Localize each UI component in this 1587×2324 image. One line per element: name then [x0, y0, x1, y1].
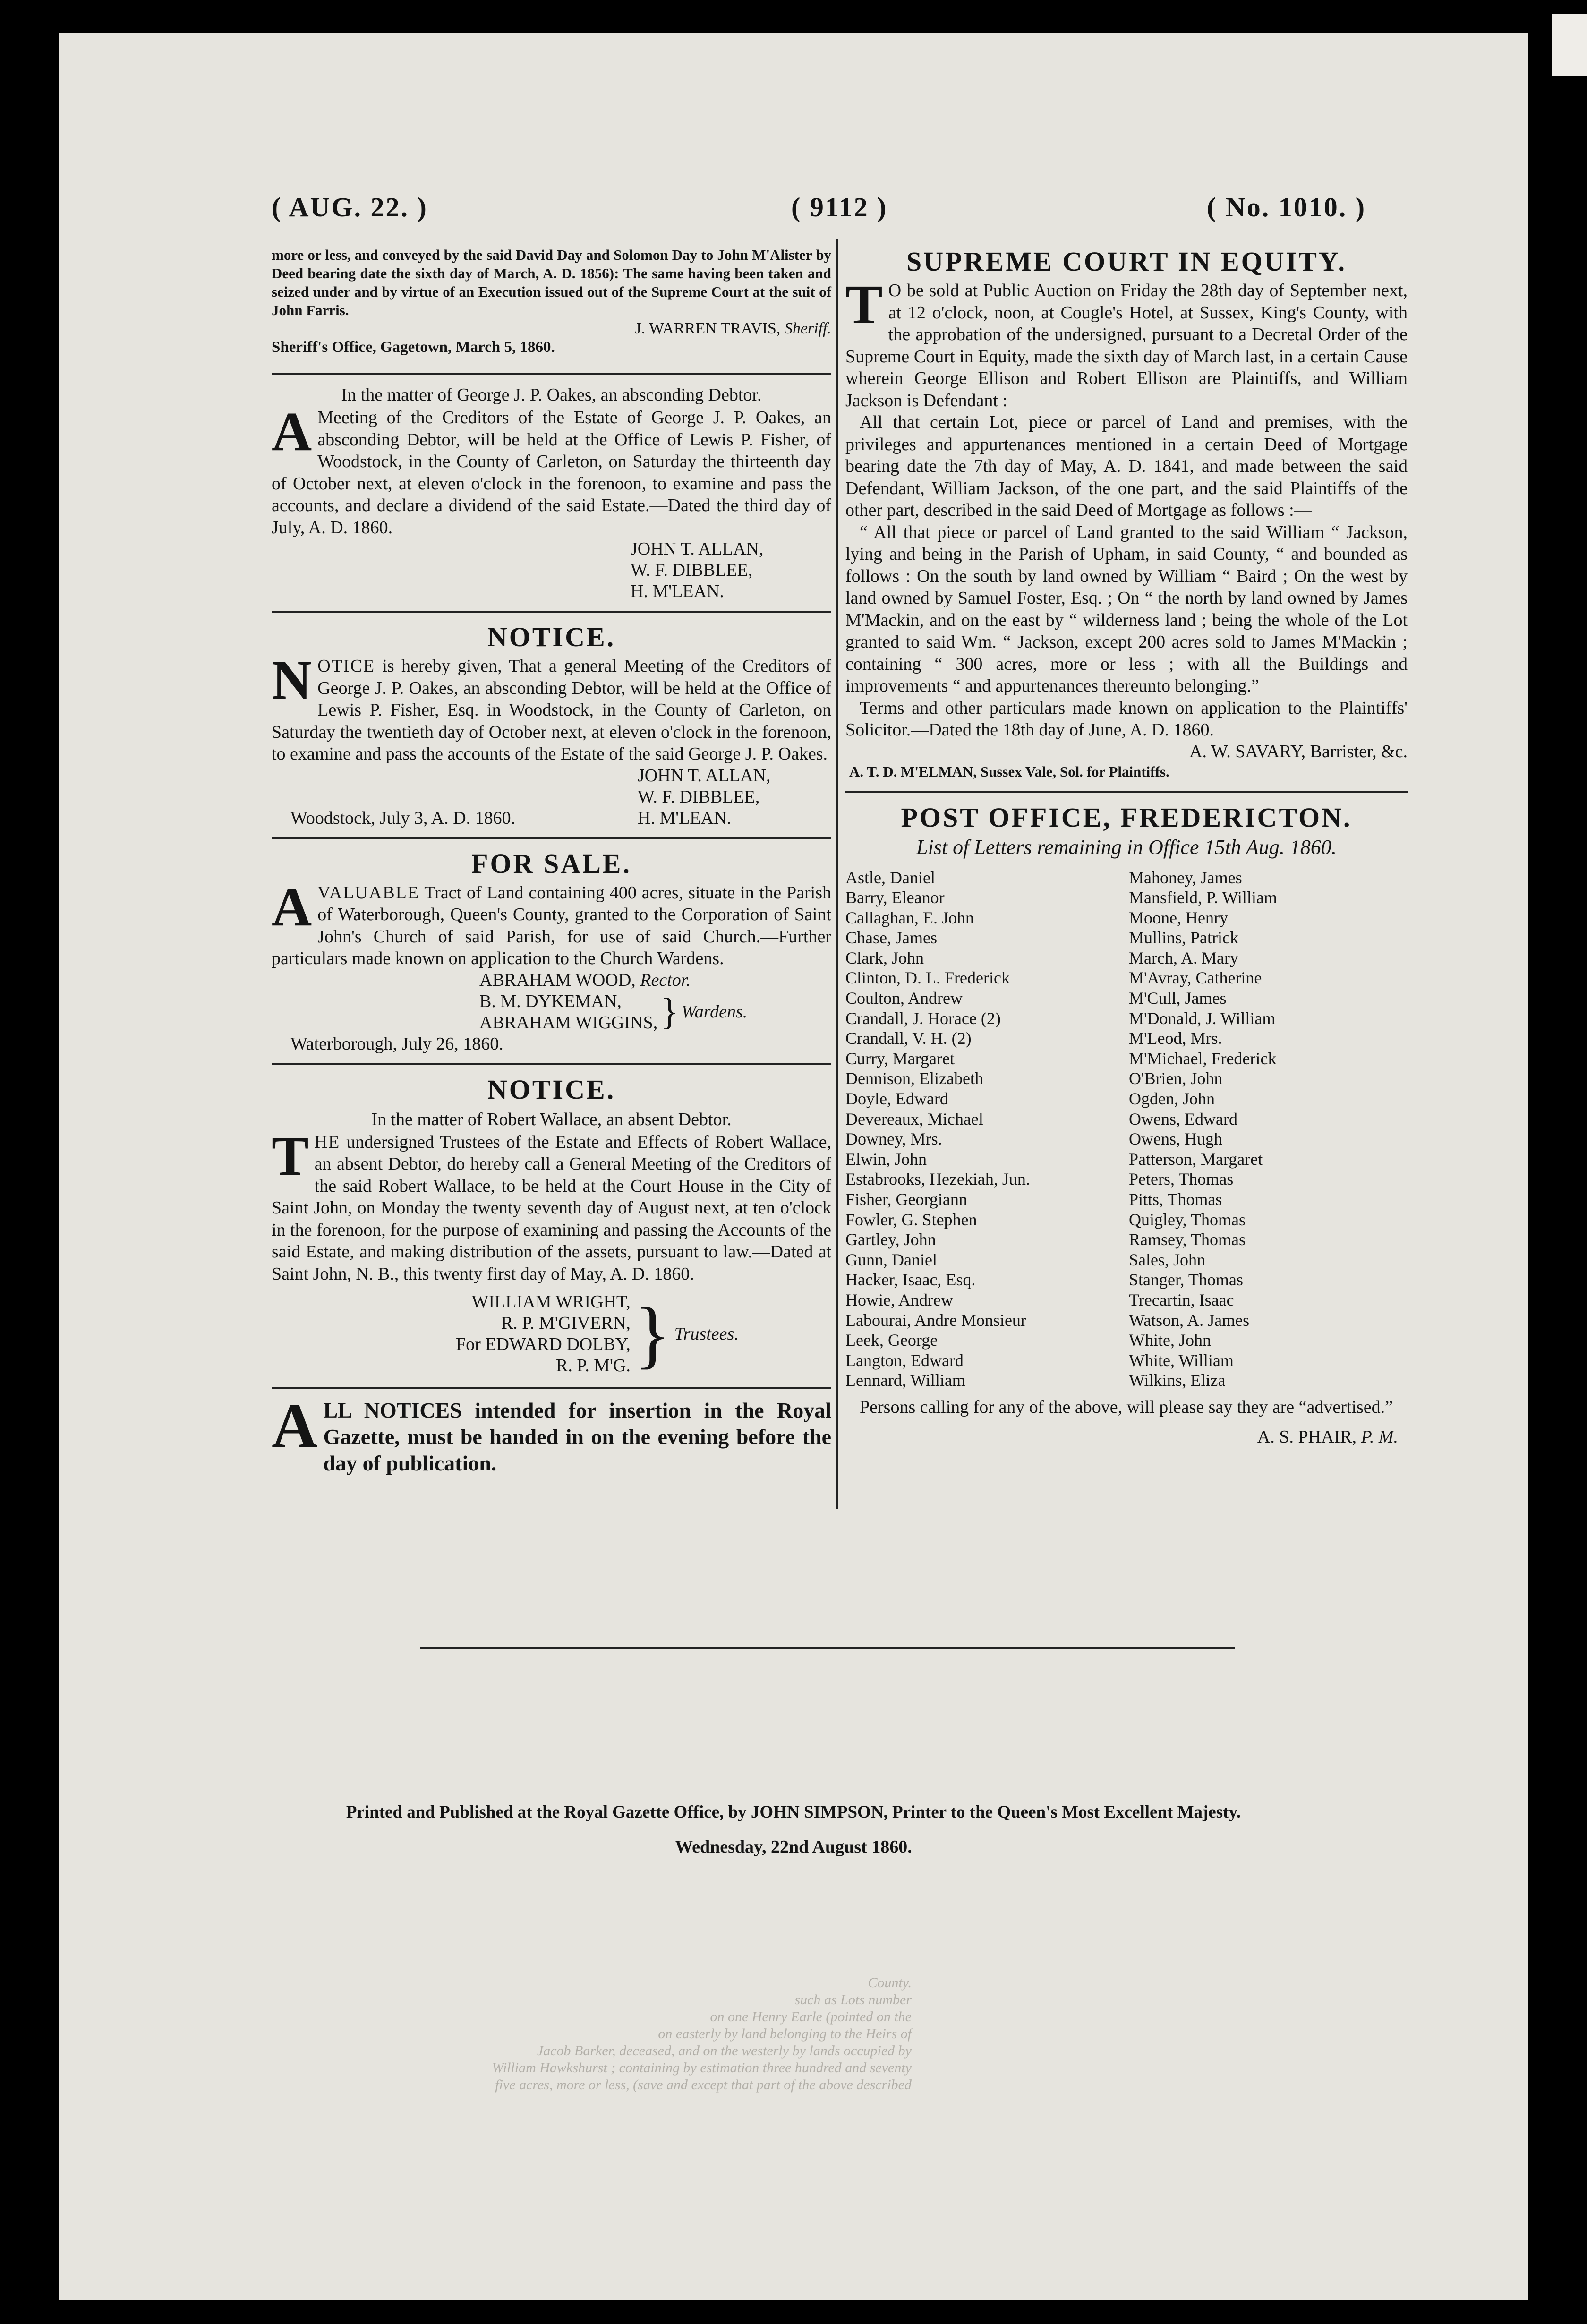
notice-wallace-text: undersigned Trustees of the Estate and Effects of Robert Wallace, an absent Debtor, do hereby call a General Meeting of the Creditors of the said Robert Wallace, to be held at the Court House in the City of Saint John, on Monday the twenty seventh day of August next, at ten o'clock in the forenoon, for the purpose of examining and passing the Accounts of the said Estate, and making distribution of the assets, pursuant to law.—Dated at Saint John, N. B., this twenty first day of May, A. D. 1860.	[272, 1132, 831, 1284]
post-office-notice	[845, 802, 1408, 1448]
oakes-meeting-signers	[272, 538, 831, 602]
bleed-through-line: Jacob Barker, deceased, and on the westerly by lands occupied by	[537, 2043, 912, 2059]
list-item: Hacker, Isaac, Esq.	[845, 1270, 976, 1290]
supreme-court-text-3: “ All that piece or parcel of Land granted to the said William “ Jackson, lying and being in the Parish of Upham, in said County, “ and bounded as follows : On the south by land owned by William “ Baird ; On the west by land owned by Samuel Foster, Esq. ; On “ the north by land owned by James M'Mackin, and on the east by “ wilderness land ; being the whole of the Lot granted to said Wm. “ Jackson, except 200 acres sold to James M'Mackin ; containing “ 300 acres, more or less ; with all the Buildings and improvements “ and appurtenances thereunto belonging.”	[845, 522, 1408, 696]
signer-name: JOHN T. ALLAN,	[631, 539, 764, 559]
supreme-court-title: SUPREME COURT IN EQUITY.	[906, 246, 1347, 277]
letters-list-left	[845, 868, 1129, 1391]
rector-title: Rector.	[640, 970, 691, 990]
warden-name: ABRAHAM WIGGINS,	[479, 1012, 658, 1033]
list-item: Downey, Mrs.	[845, 1129, 942, 1149]
notice-oakes	[272, 621, 831, 829]
list-item: Fisher, Georgiann	[845, 1190, 967, 1209]
notice-wallace-paragraph	[272, 1125, 831, 1285]
supreme-court-paragraph-1	[845, 273, 1408, 411]
list-item: Howie, Andrew	[845, 1290, 953, 1309]
footer-imprint: Printed and Published at the Royal Gazette Office, by JOHN SIMPSON, Printer to the Queen's Most Excellent Majesty.	[346, 1803, 1241, 1822]
postmaster-name: A. S. PHAIR,	[1257, 1427, 1357, 1447]
signer-name: W. F. DIBBLEE,	[638, 786, 760, 807]
list-item: M'Donald, J. William	[1129, 1008, 1276, 1028]
notice-wallace	[272, 1074, 831, 1377]
divider	[272, 837, 831, 839]
bleed-through-line: five acres, more or less, (save and except that part of the above described	[495, 2077, 912, 2093]
list-item: Labourai, Andre Monsieur	[845, 1310, 1026, 1330]
for-sale-lead: VALUABLE	[317, 882, 420, 903]
list-item: Owens, Hugh	[1129, 1129, 1222, 1149]
notice-oakes-text: is hereby given, That a general Meeting of the Creditors of George J. P. Oakes, an absconding Debtor, will be held at the Office of Lewis P. Fisher, Esq. in Woodstock, in the County of Carleton, on Saturday the twentieth day of October next, at eleven o'clock in the forenoon, to examine and pass the accounts of the Estate of the said George J. P. Oakes.	[272, 656, 832, 764]
list-item: Curry, Margaret	[845, 1049, 955, 1068]
list-item: Doyle, Edward	[845, 1089, 948, 1109]
list-item: Lennard, William	[845, 1371, 965, 1390]
list-item: Mahoney, James	[1129, 868, 1242, 887]
notice-oakes-signature-block	[272, 765, 831, 829]
list-item: Dennison, Elizabeth	[845, 1069, 983, 1088]
bleed-through-line: on easterly by land belonging to the Heirs of	[658, 2026, 912, 2042]
list-item: Peters, Thomas	[1129, 1170, 1234, 1189]
bleed-through-line: County.	[868, 1975, 912, 1991]
list-item: Sales, John	[1129, 1250, 1205, 1269]
signer-name: JOHN T. ALLAN,	[638, 765, 771, 786]
oakes-meeting-paragraph	[272, 401, 831, 538]
list-item: March, A. Mary	[1129, 948, 1238, 967]
notice-wallace-heading: In the matter of Robert Wallace, an absent Debtor.	[371, 1109, 732, 1129]
all-notices-announcement	[272, 1391, 831, 1477]
list-item: Patterson, Margaret	[1129, 1149, 1263, 1169]
all-notices-text: intended for insertion in the Royal Gazette, must be handed in on the evening before the day of publication.	[323, 1398, 831, 1475]
list-item: Barry, Eleanor	[845, 888, 945, 907]
right-column	[845, 246, 1408, 1448]
notice-title: NOTICE.	[487, 1074, 616, 1105]
bleed-through-line: William Hawkshurst ; containing by estimation three hundred and seventy	[492, 2060, 912, 2076]
end-rule	[420, 1647, 1235, 1649]
oakes-meeting-heading: In the matter of George J. P. Oakes, an absconding Debtor.	[341, 385, 762, 405]
sheriff-notice	[272, 246, 831, 357]
postmaster-title: P. M.	[1361, 1427, 1398, 1447]
bleed-through-line: on one Henry Earle (pointed on the	[710, 2009, 912, 2025]
list-item: Coulton, Andrew	[845, 989, 963, 1008]
letters-list	[845, 868, 1408, 1391]
supreme-court-solicitor: A. T. D. M'ELMAN, Sussex Vale, Sol. for Plaintiffs.	[849, 763, 1169, 780]
list-item: Pitts, Thomas	[1129, 1190, 1222, 1209]
list-item: Leek, George	[845, 1331, 938, 1350]
for-sale-paragraph	[272, 875, 831, 970]
list-item: White, John	[1129, 1331, 1211, 1350]
divider	[272, 373, 831, 375]
column-divider	[836, 239, 838, 1509]
for-sale-title: FOR SALE.	[471, 848, 631, 879]
supreme-court-text-1: O be sold at Public Auction on Friday the 28th day of September next, at 12 o'clock, noon, at Cougle's Hotel, at Sussex, King's County, with the approbation of the undersigned, pursuant to a Decretal Order of the Supreme Court in Equity, made the sixth day of March last, in a certain Cause wherein George Ellison and Robert Ellison are Plaintiffs, and William Jackson is Defendant :—	[845, 281, 1408, 410]
letters-list-right	[1129, 868, 1408, 1391]
sheriff-notice-text: more or less, and conveyed by the said David Day and Solomon Day to John M'Alister by Deed bearing date the sixth day of March, A. D. 1856): The same having been taken and seized under and by virtue of an Execution issued out of the Supreme Court at the suit of John Farris.	[272, 247, 831, 318]
list-item: Mansfield, P. William	[1129, 888, 1277, 907]
list-item: Ramsey, Thomas	[1129, 1230, 1246, 1249]
list-item: Owens, Edward	[1129, 1109, 1237, 1128]
trustee-name: R. P. M'G.	[555, 1356, 631, 1376]
list-item: Stanger, Thomas	[1129, 1270, 1243, 1290]
drop-cap: T	[845, 273, 883, 335]
list-item: Elwin, John	[845, 1149, 927, 1169]
drop-cap: A	[272, 1391, 318, 1461]
trustee-name: WILLIAM WRIGHT,	[471, 1292, 631, 1312]
list-item: M'Leod, Mrs.	[1129, 1029, 1222, 1048]
post-office-closing: Persons calling for any of the above, will please say they are “advertised.”	[860, 1397, 1393, 1417]
signer-name: H. M'LEAN.	[638, 808, 731, 828]
list-item: O'Brien, John	[1129, 1069, 1223, 1088]
signer-name: H. M'LEAN.	[631, 581, 724, 601]
list-item: M'Michael, Frederick	[1129, 1049, 1277, 1068]
oakes-meeting-notice	[272, 383, 831, 602]
list-item: Clark, John	[845, 948, 924, 967]
divider	[272, 1387, 831, 1389]
list-item: Estabrooks, Hezekiah, Jun.	[845, 1170, 1030, 1189]
list-item: Crandall, V. H. (2)	[845, 1029, 972, 1048]
drop-cap: A	[272, 401, 312, 462]
wardens-block	[479, 991, 831, 1034]
list-item: Devereaux, Michael	[845, 1109, 983, 1128]
rector-name: ABRAHAM WOOD,	[479, 970, 636, 990]
wardens-names	[479, 991, 657, 1034]
brace-icon: }	[660, 991, 679, 1033]
oakes-meeting-text: Meeting of the Creditors of the Estate of George J. P. Oakes, an absconding Debtor, will be held at the Office of Lewis P. Fisher, of Woodstock, in the County of Carleton, on Saturday the thirteenth day of October next, at eleven o'clock in the forenoon, to examine and pass the accounts, and declare a dividend of the said Estate.—Dated the third day of July, A. D. 1860.	[272, 408, 831, 538]
sheriff-title: Sheriff.	[784, 320, 831, 337]
list-item: Moone, Henry	[1129, 908, 1228, 927]
list-item: Fowler, G. Stephen	[845, 1210, 977, 1229]
divider	[845, 791, 1408, 793]
supreme-court-barrister: A. W. SAVARY, Barrister, &c.	[1189, 741, 1408, 761]
bleed-through-text	[401, 1974, 912, 2093]
list-item: White, William	[1129, 1350, 1234, 1370]
notice-oakes-place-date: Woodstock, July 3, A. D. 1860.	[290, 808, 516, 828]
header-page-number: ( 9112 )	[791, 192, 888, 222]
supreme-court-notice	[845, 246, 1408, 781]
list-item: Callaghan, E. John	[845, 908, 974, 927]
list-item: Langton, Edward	[845, 1350, 964, 1370]
brace-icon: }	[634, 1292, 671, 1376]
notice-wallace-lead: HE	[314, 1132, 341, 1152]
all-notices-lead: LL NOTICES	[323, 1398, 462, 1422]
signer-name: W. F. DIBBLEE,	[631, 560, 753, 580]
list-item: Wilkins, Eliza	[1129, 1371, 1226, 1390]
notice-oakes-lead: OTICE	[317, 656, 375, 676]
for-sale-text: Tract of Land containing 400 acres, situate in the Parish of Waterborough, Queen's County, granted to the Corporation of Saint John's Church of said Parish, for use of said Church.—Further particulars made known on application to the Church Wardens.	[272, 882, 831, 968]
list-item: Crandall, J. Horace (2)	[845, 1008, 1001, 1028]
post-office-subtitle: List of Letters remaining in Office 15th Aug. 1860.	[916, 835, 1337, 859]
wardens-label: Wardens.	[681, 1002, 748, 1022]
list-item: Clinton, D. L. Frederick	[845, 968, 1010, 988]
trustees-names	[456, 1291, 631, 1376]
left-column	[272, 246, 831, 1477]
postmaster-signature	[845, 1427, 1408, 1448]
drop-cap: T	[272, 1125, 309, 1187]
for-sale-notice	[272, 848, 831, 1055]
drop-cap: A	[272, 875, 312, 938]
list-item: Trecartin, Isaac	[1129, 1290, 1234, 1309]
list-item: Ogden, John	[1129, 1089, 1215, 1109]
trustees-block	[272, 1291, 831, 1376]
for-sale-place-date: Waterborough, July 26, 1860.	[290, 1034, 503, 1054]
divider	[272, 611, 831, 613]
supreme-court-text-4: Terms and other particulars made known on application to the Plaintiffs' Solicitor.—Dated the 18th day of June, A. D. 1860.	[845, 698, 1408, 740]
notice-title: NOTICE.	[487, 622, 616, 652]
sheriff-signature	[272, 319, 831, 338]
header-issue-number: ( No. 1010. )	[1207, 192, 1366, 222]
header-date: ( AUG. 22. )	[272, 192, 428, 222]
for-sale-signers	[272, 970, 831, 1034]
all-notices-paragraph	[272, 1391, 831, 1477]
bleed-through-line: such as Lots number	[794, 1992, 912, 2008]
list-item: Chase, James	[845, 928, 937, 948]
warden-name: B. M. DYKEMAN,	[479, 991, 622, 1011]
sheriff-office: Sheriff's Office, Gagetown, March 5, 1860.	[272, 339, 555, 356]
footer-date: Wednesday, 22nd August 1860.	[675, 1837, 912, 1857]
notice-oakes-paragraph	[272, 649, 832, 765]
list-item: Watson, A. James	[1129, 1310, 1250, 1330]
sheriff-name: J. WARREN TRAVIS,	[635, 320, 781, 337]
list-item: Mullins, Patrick	[1129, 928, 1238, 948]
list-item: M'Avray, Catherine	[1129, 968, 1262, 988]
notice-oakes-signers	[638, 765, 831, 829]
list-item: M'Cull, James	[1129, 989, 1227, 1008]
drop-cap: N	[272, 649, 312, 711]
post-office-title: POST OFFICE, FREDERICTON.	[901, 802, 1352, 833]
page-edge-tab	[1552, 14, 1587, 76]
supreme-court-text-2: All that certain Lot, piece or parcel of Land and premises, with the privileges and appurtenances mentioned in a certain Deed of Mortgage bearing date the 7th day of May, A. D. 1841, and made between the said Defendant, William Jackson, of the one part, and the said Plaintiffs of the other part, described in the said Deed of Mortgage as follows :—	[845, 412, 1408, 520]
list-item: Gunn, Daniel	[845, 1250, 937, 1269]
list-item: Astle, Daniel	[845, 868, 935, 887]
divider	[272, 1063, 831, 1065]
trustees-label: Trustees.	[674, 1324, 739, 1344]
trustee-name: R. P. M'GIVERN,	[501, 1313, 631, 1333]
trustee-name: For EDWARD DOLBY,	[456, 1334, 631, 1354]
list-item: Quigley, Thomas	[1129, 1210, 1246, 1229]
list-item: Gartley, John	[845, 1230, 936, 1249]
rector-line	[479, 970, 831, 991]
